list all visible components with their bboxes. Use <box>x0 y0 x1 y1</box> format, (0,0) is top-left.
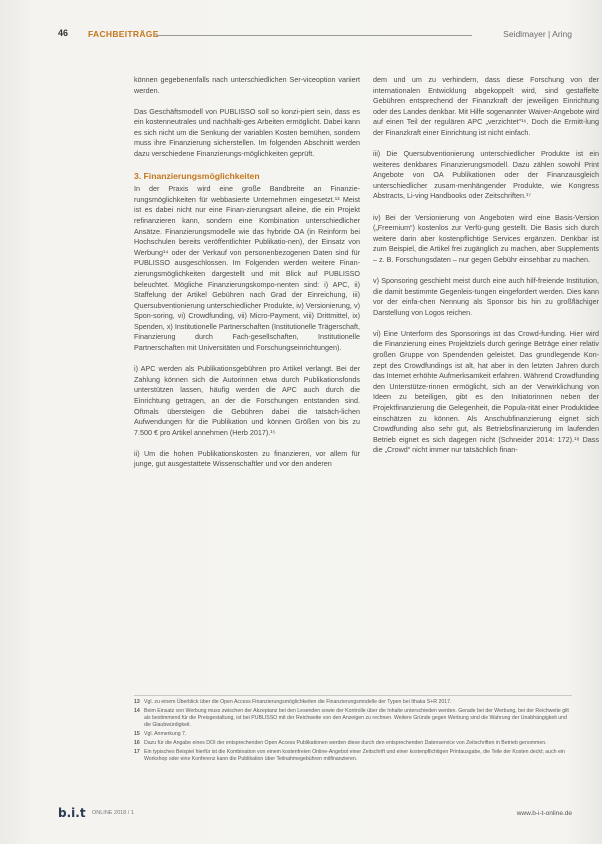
footnote-text: Ein typisches Beispiel hierfür ist die Kombination von einem kostenfreien Online-Angebot einer Zeitschrift und einer kostenpflichtigen Printausgabe, die Teile der Kosten deckt; auch ein Workshop oder eine Konferenz kann die Publikation über Teilnahmegebühren mitfinanzieren. <box>144 749 565 762</box>
footnote-number: 14 <box>134 708 140 714</box>
page-number: 46 <box>58 28 69 38</box>
running-authors: Seidlmayer | Aring <box>503 29 572 39</box>
footnote-text: Beim Einsatz von Werbung muss zwischen der Akzeptanz bei den Lesenden sowie der Kontrolle über die Inhalte unterschieden werden. Gerade bei der Werbung, bei der Reichweite gilt als bestimmend für die Preisgestaltung, ist bei PUBLISSO mit der Reichweite von den Anzeigen zu rechnen. Weitere Gründe gegen Werbung sind die Wahrung der Unabhängigkeit und die Glaubwürdigkeit. <box>144 708 569 728</box>
footnote-number: 17 <box>134 749 140 755</box>
footnotes <box>134 695 572 765</box>
section-heading: 3. Finanzierungsmöglichkeiten <box>134 171 260 182</box>
footnote-text: Vgl. Anmerkung 7. <box>144 731 187 737</box>
left-column <box>134 75 360 481</box>
footnote <box>134 708 572 729</box>
footnote-number: 16 <box>134 740 140 746</box>
header-rule <box>156 35 472 36</box>
paragraph: dem und um zu verhindern, dass diese Forschung von der internationalen Entwicklung abgekoppelt wird, sind gestaffelte Gebühren entsprechend der Finanzkraft der jeweiligen Einrichtung oder des Landes denkbar. Mit Hilfe sogenannter Waiver-Angebote wird auf einen Teil der regulären APC „verzichtet“¹⁶. Doch die Ermitt-lung der Finanzkraft einer Einrichtung ist nicht einfach. <box>373 75 599 137</box>
website-link[interactable]: www.b-i-t-online.de <box>516 810 572 817</box>
paragraph: Das Geschäftsmodell von PUBLISSO soll so konzi-piert sein, dass es ein kostenneutrales und nachhalti-ges Arbeiten ermöglicht. Dabei kann es sich nicht um die Senkung der variablen Kosten bemühen, sondern muss ihre Finanzierung sicherstellen. Im folgenden Abschnitt werden dazu verschiedene Finanzierungs-möglichkeiten geprüft. <box>134 106 360 159</box>
paragraph: ii) Um die hohen Publikationskosten zu finanzieren, vor allem für junge, gut ausgestattete Wissenschaftler und vor den anderen <box>134 448 360 469</box>
journal-logo: b.i.t <box>58 806 86 820</box>
footnote <box>134 740 572 747</box>
footnote-number: 13 <box>134 699 140 705</box>
footnote-text: Vgl. zu einem Überblick über die Open Access Finanzierungsmöglichkeiten die Finanzierungsmodelle der Typen bei Ithaka S+R 2017. <box>144 699 452 705</box>
footnote <box>134 749 572 763</box>
paragraph: v) Sponsoring geschieht meist durch eine auch hilf-freiende Institution, die damit bestimmte Gegenleis-tungen eingefordert werden. Dies kann vor der einfa-chen Nennung als Sponsor bis hin zu großflächiger Darstellung von Logos reichen. <box>373 276 599 317</box>
right-column <box>373 75 599 467</box>
paragraph: iv) Bei der Versionierung von Angeboten wird eine Basis-Version („Freemium“) kostenlos zur Verfü-gung gestellt. Die Basis sich durch weitere darin aber kostenpflichtige Services ergänzen. Denkbar ist zum Beispiel, die Artikel frei zugänglich zu machen, aber Supplements – z. B. Forschungsdaten – nur gegen Gebühr einsehbar zu machen. <box>373 212 599 264</box>
paragraph: können gegebenenfalls nach unterschiedlichen Ser-viceoption variiert werden. <box>134 75 360 95</box>
section-title: FACHBEITRÄGE <box>88 29 159 39</box>
page-header <box>58 28 572 42</box>
footnote-text: Dazu für die Angabe eines DOI der entsprechenden Open Access Publikationen werden diese durch den entsprechenden Datenservice von Zeitschriften in Betrieb genommen. <box>144 740 547 746</box>
paragraph: vi) Eine Unterform des Sponsorings ist das Crowd-funding. Hier wird die Finanzierung eines Projektziels durch geringe Beträge einer relativ großen Gruppe von Spendenden geleistet. Das grundlegende Kon-zept des Crowdfundings ist alt, hat aber in den letzten Jahren durch das Internet erhöhte Aufmerksamkeit erfahren. Während Crowdfunding den Unterstütze-rinnen ermöglicht, sich an der Verwirklichung von Ideen zu beteiligen, gibt es den Initiatorinnen neben der Projektfinanzierung die Gelegenheit, die Popula-rität einer Produktidee einschätzen zu können. Als Anschubfinanzierung eignet sich Crowdfunding also sehr gut, als Betriebsfinanzierung im laufenden Betrieb eignet es sich dagegen nicht (Schneider 2014: 172).¹⁸ Dass die „Crowd“ nicht immer nur tatsächlich finan- <box>373 328 599 455</box>
footnote <box>134 699 572 706</box>
footnote-number: 15 <box>134 731 140 737</box>
paragraph: In der Praxis wird eine große Bandbreite an Finanzie-rungsmöglichkeiten für webbasierte Unternehmen eingesetzt.¹³ Meist ist es dabei nicht nur eine Finan-zierungsart alleine, die ein Projekt refinanzieren kann, sondern eine Kombination unterschiedlicher Ansätze. Finanzierungsmodelle wie das hybride OA (in Reinform bei Hochschulen bereits veröffentlichter Publikatio-nen), der Einsatz von Werbung¹⁴ oder der Verkauf von personenbezogenen Daten sind für PUBLISSO ausgeschlossen. Im Folgenden werden weitere Finan-zierungsmöglichkeiten dargestellt und mit Blick auf PUBLISSO beleuchtet. Mögliche Finanzierungskompo-nenten sind: i) APC, ii) Staffelung der Artikel Gebühren nach Grad der Einreichung, iii) Quersubventionierung unterschiedlicher Produkte, iv) Versionierung, v) Spon-soring, vi) Crowdfunding, vii) Micro-Payment, viii) Drittmittel, ix) Spenden, x) Institutionelle Partnerschaften (Institutionelle Trägerschaft, Finanzierung durch Fach-gesellschaften, Institutionelle Partnerschaften mit Universitäten und Forschungseinrichtungen). <box>134 184 360 353</box>
paragraph: i) APC werden als Publikationsgebühren pro Artikel verlangt. Bei der Zahlung können sich die Autorinnen etwa durch Publikationsfonds unterstützen lassen, häufig werden die APC auch durch die Einrichtung getragen, an der die Forschungen entstanden sind. Oftmals übersteigen die Gebühren dabei die tatsäch-lichen Aufwendungen für die Publikation und können Größen von bis zu 7.500 € pro Artikel annehmen (Herb 2017).¹⁵ <box>134 364 360 437</box>
paragraph: iii) Die Quersubventionierung unterschiedlicher Produkte ist ein weiteres denkbares Finanzierungsmodell. Dazu zählen sowohl Print Angebote von OA Publikationen oder der Finanzausgleich unterschiedlicher zusam-menhängender Produkte, wie Kongress Abstracts, Li-ving Handbooks oder Zeitschriften.¹⁷ <box>373 149 599 201</box>
issue-label: ONLINE 2018 / 1 <box>92 810 134 816</box>
footnote <box>134 731 572 738</box>
page-footer <box>58 806 572 820</box>
